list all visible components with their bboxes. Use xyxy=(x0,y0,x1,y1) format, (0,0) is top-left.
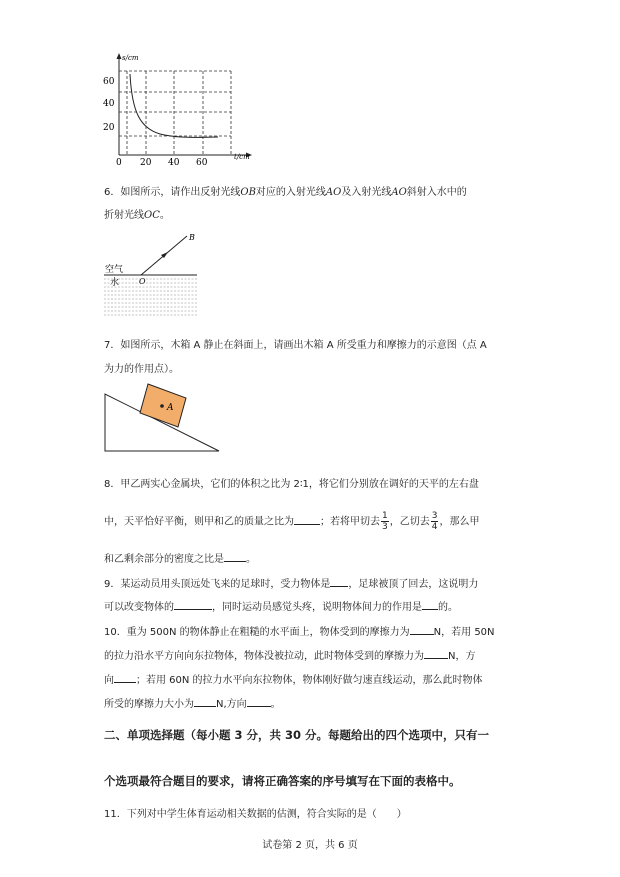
q10-blank-direction-2 xyxy=(247,695,271,707)
incline-diagram xyxy=(100,383,225,455)
x-axis-label: t/cm xyxy=(234,153,250,161)
y-tick-60: 60 xyxy=(103,77,115,87)
section2-heading-line1: 二、单项选择题（每小题 3 分，共 30 分。每题给出的四个选项中，只有一 xyxy=(104,728,490,742)
q8-line3: 和乙剩余部分的密度之比是 。 xyxy=(104,550,256,567)
q10-blank-friction-2 xyxy=(424,647,448,659)
label-b: B xyxy=(189,233,195,242)
q8-blank-density-ratio xyxy=(224,550,246,562)
label-water: 水 xyxy=(110,278,120,288)
q7-line1: 7．如图所示，木箱 A 静止在斜面上，请画出木箱 A 所受重力和摩擦力的示意图（点 A xyxy=(104,340,487,351)
x-tick-0: 0 xyxy=(116,158,122,167)
x-tick-60: 60 xyxy=(196,158,208,167)
section2-heading-line2: 个选项最符合题目的要求，请将正确答案的序号填写在下面的表格中。 xyxy=(104,774,461,788)
y-tick-20: 20 xyxy=(103,123,115,133)
q9-line1: 9．某运动员用头顶远处飞来的足球时，受力物体是 ，足球被顶了回去，这说明力 xyxy=(104,575,478,592)
q11-text: 11．下列对中学生体育运动相关数据的估测，符合实际的是（ ） xyxy=(104,809,407,820)
q10-blank-friction-1 xyxy=(410,623,434,635)
q10-blank-friction-3 xyxy=(194,695,216,707)
q10-line4: 所受的摩擦力大小为 N,方向 。 xyxy=(104,695,281,712)
q10-line1: 10．重为 500N 的物体静止在粗糙的水平面上，物体受到的摩擦力为 N，若用 50N xyxy=(104,623,495,640)
y-axis-arrow xyxy=(117,53,122,59)
label-o: O xyxy=(139,277,146,286)
q9-blank-change xyxy=(174,598,212,610)
fraction-three-fourths: $\frac{3}{4}$ xyxy=(431,511,438,532)
q6-line2: 折射光线OC。 xyxy=(104,210,170,221)
x-tick-40: 40 xyxy=(168,158,180,167)
x-tick-20: 20 xyxy=(140,158,152,167)
page-footer: 试卷第 2 页，共 6 页 xyxy=(262,840,358,851)
point-a xyxy=(160,404,164,408)
q10-line3: 向 ；若用 60N 的拉力水平向东拉物体，物体刚好做匀速直线运动，那么此时物体 xyxy=(104,671,483,688)
fraction-one-third: $\frac{1}{3}$ xyxy=(382,511,388,532)
q10-blank-direction-1 xyxy=(114,671,136,683)
grid-lines xyxy=(119,71,231,155)
q8-blank-mass-ratio xyxy=(294,513,320,525)
label-air: 空气 xyxy=(105,265,124,275)
q9-blank-interaction xyxy=(422,598,438,610)
q9-blank-object xyxy=(330,575,348,587)
q8-line2: 中，天平恰好平衡，则甲和乙的质量之比为 ；若将甲切去 $\frac{1}{3}$ ，乙切去 $\frac{3}{4}$ ，那么甲 xyxy=(104,511,480,532)
y-axis-label: s/cm xyxy=(122,54,139,62)
q9-line2: 可以改变物体的 ，同时运动员感觉头疼，说明物体间力的作用是 的。 xyxy=(104,598,458,615)
label-a: A xyxy=(167,403,174,413)
q8-line1: 8．甲乙两实心金属块，它们的体积之比为 2∶1，将它们分别放在调好的天平的左右盘 xyxy=(104,479,479,490)
distance-time-graph xyxy=(100,52,260,167)
q6-line1: 6．如图所示，请作出反射光线OB对应的入射光线AO及入射光线AO斜射入水中的 xyxy=(104,187,467,198)
reflection-diagram xyxy=(103,228,199,320)
q7-line2: 为力的作用点）。 xyxy=(104,364,179,375)
q10-line2: 的拉力沿水平方向向东拉物体，物体没被拉动，此时物体受到的摩擦力为 N，方 xyxy=(104,647,475,664)
y-tick-40: 40 xyxy=(103,99,115,109)
